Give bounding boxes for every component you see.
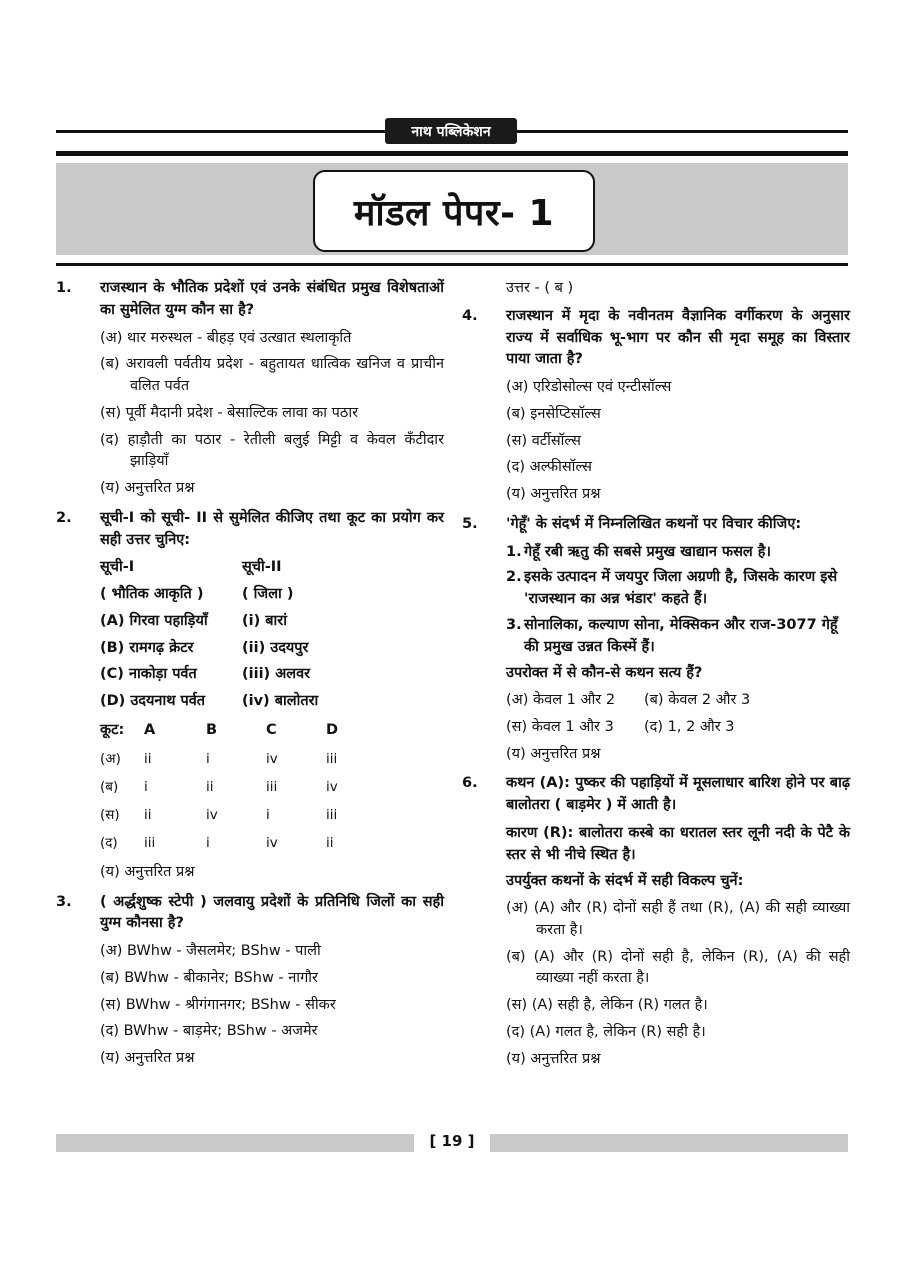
publisher-badge: नाथ पब्लिकेशन [385,118,517,144]
statement: 2. इसके उत्पादन में जयपुर जिला अग्रणी है, जिसके कारण इसे 'राजस्थान का अन्न भंडार' कहते हैं। [506,569,838,607]
option: (ब) अरावली पर्वतीय प्रदेश - बहुतायत धात्विक खनिज व प्राचीन वलित पर्वत [100,356,444,394]
reason-text: कारण (R): बालोतरा कस्बे का धरातल स्तर लूनी नदी के पेटै के स्तर से भी नीचे स्थित है। [506,824,850,863]
code-row: (द) iii i iv ii [100,834,334,851]
option: (अ) थार मरुस्थल - बीहड़ एवं उत्खात स्थलाकृति [100,329,352,346]
question-text: राजस्थान के भौतिक प्रदेशों एवं उनके संबंधित प्रमुख विशेषताओं का सुमेलित युग्म कौन सा है? [100,280,444,318]
question-5 [462,514,850,536]
option: (य) अनुत्तरित प्रश्न [506,745,601,762]
match-pair: (B) रामगढ़ क्रेटर (ii) उदयपुर [100,639,309,656]
option: (अ) केवल 1 और 2 [506,692,616,708]
option: (स) पूर्वी मैदानी प्रदेश - बेसाल्टिक लावा का पठार [100,404,359,421]
question-number: 6. [462,775,478,792]
option-row [462,690,850,712]
option: (ब) इनसेप्टिसॉल्स [506,405,601,422]
match-pair: (C) नाकोड़ा पर्वत (iii) अलवर [100,666,311,683]
code-table [100,717,338,857]
option-row [462,717,850,739]
option: (स) BWhw - श्रीगंगानगर; BShw - सीकर [100,996,336,1013]
page-title: मॉडल पेपर- 1 [313,170,595,252]
question-prompt: उपरोक्त में से कौन-से कथन सत्य हैं? [506,665,703,682]
option: (स) केवल 1 और 3 [506,718,614,735]
option: (य) अनुत्तरित प्रश्न [100,863,195,880]
match-list-head: सूची-I सूची-II [100,559,282,576]
option: (ब) केवल 2 और 3 [644,692,751,708]
question-number: 1. [56,280,72,296]
question-text: ( अर्द्धशुष्क स्टेपी ) जलवायु प्रदेशों के प्रतिनिधि जिलों का सही युग्म कौनसा है? [100,893,444,932]
question-number: 4. [462,307,478,324]
option: (अ) एरिडोसोल्स एवं एन्टीसॉल्स [506,379,672,395]
footer-bar-right [490,1134,848,1152]
option: (य) अनुत्तरित प्रश्न [506,486,601,502]
match-pair: (A) गिरवा पहाड़ियाँ (i) बारां [100,612,287,629]
option: (ब) (A) और (R) दोनों सही है, लेकिन (R), (A) की सही व्याख्या नहीं करता है। [506,948,850,987]
question-number: 3. [56,893,72,910]
option: (द) 1, 2 और 3 [644,718,735,735]
question-number: 5. [462,515,478,532]
header-rule-thick [56,151,848,156]
question-text: राजस्थान में मृदा के नवीनतम वैज्ञानिक वर्गीकरण के अनुसार राज्य में सर्वाधिक भू-भाग पर कौन सी मृदा समूह का विस्तार पाया जाता है? [506,307,850,368]
option: (अ) BWhw - जैसलमेर; BShw - पाली [100,943,321,959]
code-row: (अ) ii i iv iii [100,750,338,767]
question-text: सूची-I को सूची- II से सुमेलित कीजिए तथा कूट का प्रयोग कर सही उत्तर चुनिए: [100,509,444,548]
right-column [462,278,850,1070]
question-1 [56,278,444,322]
page-number: [ 19 ] [429,1132,475,1150]
assertion-text: कथन (A): पुष्कर की पहाड़ियों में मूसलाधार बारिश होने पर बाढ़ बालोतरा ( बाड़मेर ) में आती है। [506,775,850,813]
question-number: 2. [56,509,72,526]
option: (अ) (A) और (R) दोनों सही हैं तथा (R), (A) की सही व्याख्या करता है। [506,900,850,938]
question-6 [462,773,850,817]
answer-line: उत्तर - ( ब ) [506,280,574,296]
code-row: (स) ii iv i iii [100,806,338,823]
match-list-sub: ( भौतिक आकृति ) ( जिला ) [100,586,294,602]
code-table-header: कूट: A B C D [100,721,339,738]
left-column [56,278,444,1070]
code-row: (ब) i ii iii iv [100,778,338,795]
question-3 [56,892,444,936]
option: (य) अनुत्तरित प्रश्न [100,1050,195,1066]
question-text: 'गेहूँ' के संदर्भ में निम्नलिखित कथनों पर विचार कीजिए: [506,515,802,532]
option: (द) अल्फीसॉल्स [506,459,592,476]
option: (स) वर्टीसॉल्स [506,432,581,449]
option: (स) (A) सही है, लेकिन (R) गलत है। [506,997,708,1013]
option: (द) BWhw - बाड़मेर; BShw - अजमेर [100,1023,318,1040]
option: (य) अनुत्तरित प्रश्न [506,1050,601,1067]
question-4 [462,306,850,371]
header-rule-bottom [56,263,848,266]
match-pair: (D) उदयनाथ पर्वत (iv) बालोतरा [100,693,319,709]
statement: 3. सोनालिका, कल्याण सोना, मेक्सिकन और राज-3077 गेहूँ की प्रमुख उन्नत किस्में हैं। [506,616,838,655]
option: (द) हाड़ौती का पठार - रेतीली बलुई मिट्टी व केवल कँटीदार झाड़ियाँ [100,431,444,470]
footer-bar-left [56,1134,414,1152]
option: (द) (A) गलत है, लेकिन (R) सही है। [506,1023,706,1040]
option: (ब) BWhw - बीकानेर; BShw - नागौर [100,969,318,986]
option: (य) अनुत्तरित प्रश्न [100,480,195,496]
question-2 [56,508,444,552]
question-prompt: उपर्युक्त कथनों के संदर्भ में सही विकल्प चुनें: [506,873,744,890]
statement: 1. गेहूँ रबी ऋतु की सबसे प्रमुख खाद्यान फसल है। [506,543,771,560]
